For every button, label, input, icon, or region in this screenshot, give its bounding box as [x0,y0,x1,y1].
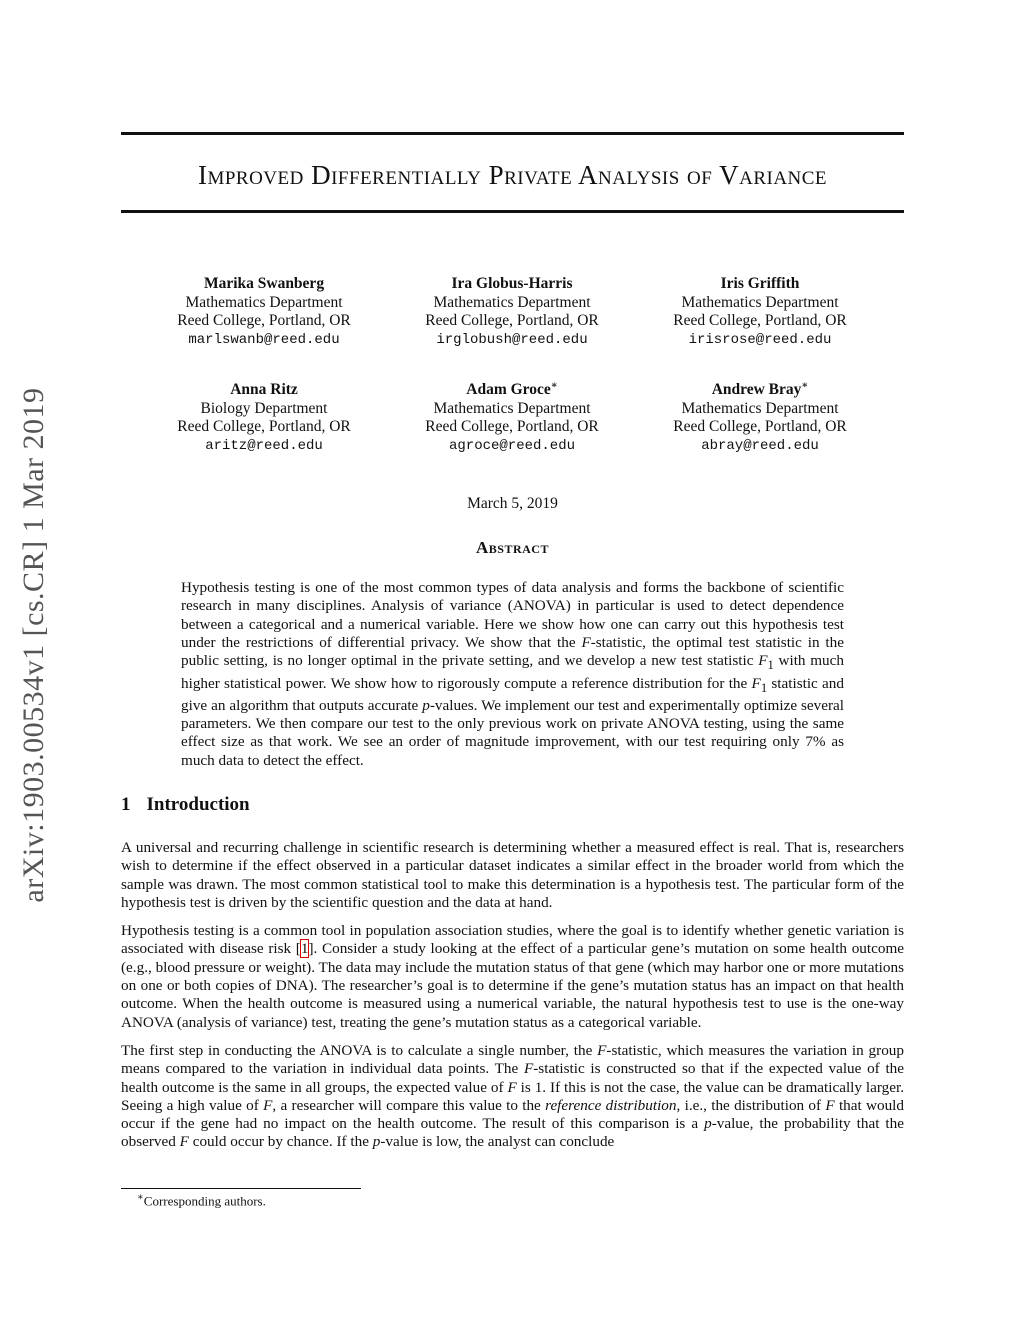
author-name: Ira Globus-Harris [451,275,573,293]
paragraph-3: The first step in conducting the ANOVA is to calculate a single number, the F-statistic, which measures the variation in group means compared to the variation in individual data points. The F-statistic is constructed so that if the expected value of the health outcome is the same in all groups, the expected value of F is 1. If this is not the case, the value can be dramatically larger. Seeing a high value of F, a researcher will compare this value to the reference distribution, i.e., the distribution of F that would occur if the gene had no impact on the health outcome. The result of this comparison is a p-value, the probability that the observed F could occur by chance. If the p-value is low, the analyst can conclude [121,1041,904,1151]
author-row-1 [140,271,884,349]
author-inst: Reed College, Portland, OR [673,418,847,436]
paragraph-2: Hypothesis testing is a common tool in population association studies, where the goal is to identify whether genetic variation is associated with disease risk [1]. Consider a study looking at the effect of a particular gene’s mutation on some health outcome (e.g., blood pressure or weight). The data may include the mutation status of that gene (which may harbor one or more mutations on one or both copies of DNA). The researcher’s goal is to determine if the gene’s mutation status has an impact on that health outcome. When the health outcome is measured using a numerical variable, the natural hypothesis test to use is the one-way ANOVA (analysis of variance) test, treating the gene’s mutation status as a categorical variable. [121,922,904,1031]
author-email[interactable]: agroce@reed.edu [448,437,576,454]
abstract-heading: Abstract [476,538,549,557]
abstract-text: Hypothesis testing is one of the most common types of data analysis and forms the backbone of scientific research in many disciplines. Analysis of variance (ANOVA) in particular is used to detect dependence between a categorical and a numerical variable. Here we show how one can carry out this hypothesis test under the restrictions of differential privacy. We show that the F-statistic, the optimal test statistic in the public setting, is no longer optimal in the private setting, and we develop a new test statistic $F_1$ with much higher statistical power. We show how to rigorously compute a reference distribution for the $F_1$ statistic and give an algorithm that outputs accurate p-values. We implement our test and experimentally optimize several parameters. We then compare our test to the only previous work on private ANOVA testing, using the same effect size as that work. We see an order of magnitude improvement, with our test requiring only 7% as much data to detect the effect. [181,579,844,769]
author-name: Iris Griffith [720,275,800,293]
author-email[interactable]: irisrose@reed.edu [688,331,832,348]
author-email[interactable]: irglobush@reed.edu [436,331,588,348]
author-card [636,377,884,455]
author-row-2 [140,377,884,455]
author-email[interactable]: marlswanb@reed.edu [188,331,340,348]
title-rule-bottom [121,210,904,213]
author-name: Marika Swanberg [203,275,325,293]
author-card [636,271,884,349]
footnote: ∗Corresponding authors. [137,1192,266,1209]
author-card [140,271,388,349]
author-inst: Reed College, Portland, OR [177,418,351,436]
paper-date: March 5, 2019 [467,495,558,512]
arxiv-stamp: arXiv:1903.00534v1 [cs.CR] 1 Mar 2019 [17,387,50,903]
title-rule-top [121,132,904,135]
paper-title: Improved Differentially Private Analysis of Variance [197,160,828,190]
body-text [121,839,904,1162]
section-heading: 1 Introduction [121,794,250,815]
paragraph-1: A universal and recurring challenge in scientific research is determining whether a measured effect is real. That is, researchers wish to determine if the effect observed in a particular dataset indicates a similar effect in the broader world from which the sample was drawn. The most common statistical tool to make this determination is a hypothesis test. The particular form of the hypothesis test is driven by the scientific question and the data at hand. [121,839,904,911]
author-name: Anna Ritz [230,381,298,399]
author-name: Adam Groce∗ [466,380,558,399]
author-dept: Mathematics Department [681,293,839,311]
author-card [388,377,636,455]
author-inst: Reed College, Portland, OR [425,418,599,436]
author-email[interactable]: abray@reed.edu [701,437,819,454]
author-inst: Reed College, Portland, OR [673,312,847,330]
author-dept: Mathematics Department [681,399,839,417]
author-dept: Mathematics Department [185,293,343,311]
author-dept: Mathematics Department [433,399,591,417]
author-name: Andrew Bray∗ [711,380,809,399]
author-card [388,271,636,349]
author-dept: Biology Department [200,399,328,417]
citation-link[interactable]: 1 [300,940,309,958]
author-card [140,377,388,455]
author-inst: Reed College, Portland, OR [425,312,599,330]
author-block [140,271,884,483]
author-email[interactable]: aritz@reed.edu [205,437,323,454]
author-inst: Reed College, Portland, OR [177,312,351,330]
footnote-rule [121,1188,361,1189]
author-dept: Mathematics Department [433,293,591,311]
